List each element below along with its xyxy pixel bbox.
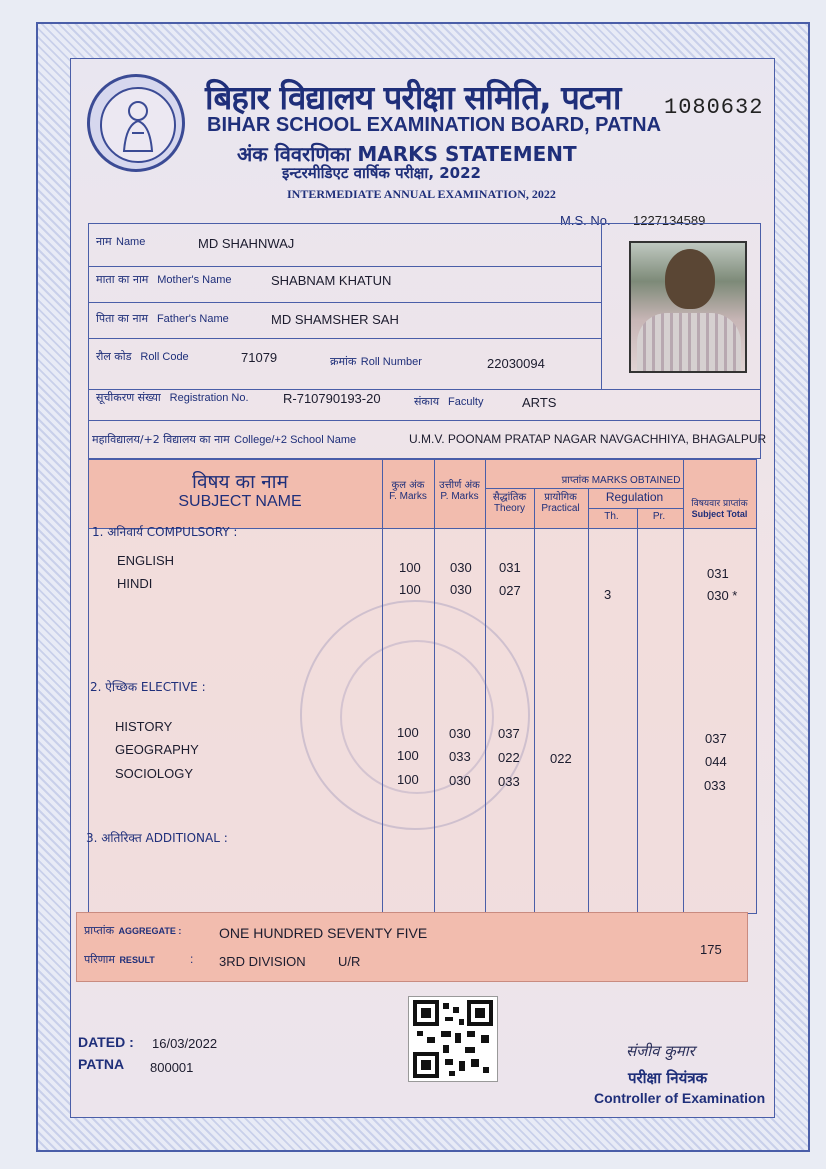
pass-marks-hindi: 030 <box>450 582 472 597</box>
theory-sociology: 033 <box>498 774 520 789</box>
additional-section: 3. अतिरिक्त ADDITIONAL : <box>86 831 228 845</box>
board-logo <box>87 74 185 172</box>
dated-label: DATED : <box>78 1034 134 1050</box>
subject-sociology: SOCIOLOGY <box>115 766 194 781</box>
pass-marks-header: उत्तीर्ण अंक P. Marks <box>439 480 480 502</box>
result-colon: : <box>190 952 194 966</box>
regulation-theory-header: Th. <box>604 511 619 522</box>
full-marks-geography: 100 <box>397 748 419 763</box>
exam-title-english: INTERMEDIATE ANNUAL EXAMINATION, 2022 <box>287 187 556 201</box>
aggregate-total: 175 <box>700 942 722 957</box>
roll-code-label: रौल कोड Roll Code <box>96 350 189 363</box>
controller-title-hindi: परीक्षा नियंत्रक <box>628 1069 708 1087</box>
full-marks-history: 100 <box>397 725 419 740</box>
controller-signature: संजीव कुमार <box>626 1042 695 1060</box>
exam-title-hindi: इन्टरमीडिएट वार्षिक परीक्षा, 2022 <box>282 164 481 182</box>
total-english: 031 <box>707 566 729 581</box>
total-sociology: 033 <box>704 778 726 793</box>
regulation-theory-hindi: 3 <box>604 587 612 602</box>
father-name: MD SHAMSHER SAH <box>271 312 399 327</box>
regulation-header: Regulation <box>605 490 664 504</box>
full-marks-hindi: 100 <box>399 582 421 597</box>
pin-value: 800001 <box>150 1060 194 1075</box>
roll-number: 22030094 <box>487 356 545 371</box>
controller-title-english: Controller of Examination <box>594 1090 766 1106</box>
ms-no-label: M.S. No. <box>560 213 611 228</box>
full-marks-header: कुल अंक F. Marks <box>389 480 427 502</box>
goddess-seal-icon <box>102 89 174 161</box>
subject-name-hindi: विषय का नाम <box>192 471 288 493</box>
registration-label: सूचीकरण संख्या Registration No. <box>96 391 249 404</box>
faculty-label: संकाय Faculty <box>414 395 484 408</box>
college-name: U.M.V. POONAM PRATAP NAGAR NAVGACHHIYA, BHAGALPUR <box>409 432 767 446</box>
result-label: परिणाम RESULT <box>84 953 155 966</box>
theory-hindi: 027 <box>499 583 521 598</box>
ms-no-value: 1227134589 <box>633 213 706 228</box>
mother-label: माता का नाम Mother's Name <box>96 273 232 286</box>
subject-english: ENGLISH <box>117 553 175 568</box>
total-geography: 044 <box>705 754 727 769</box>
full-marks-english: 100 <box>399 560 421 575</box>
student-photo <box>629 241 747 373</box>
aggregate-words: ONE HUNDRED SEVENTY FIVE <box>219 925 428 941</box>
marks-obtained-header: प्राप्तांक MARKS OBTAINED <box>561 475 681 486</box>
qr-code <box>408 996 498 1082</box>
total-hindi: 030 * <box>707 588 738 603</box>
full-marks-sociology: 100 <box>397 772 419 787</box>
faculty-value: ARTS <box>522 395 557 410</box>
serial-number: 1080632 <box>664 95 764 120</box>
result-division: 3RD DIVISION <box>219 954 306 969</box>
roll-code: 71079 <box>241 350 278 365</box>
statement-title: अंक विवरणिका MARKS STATEMENT <box>237 142 577 166</box>
total-history: 037 <box>705 731 727 746</box>
mother-name: SHABNAM KHATUN <box>271 273 392 288</box>
roll-number-label: क्रमांक Roll Number <box>330 355 422 368</box>
practical-geography: 022 <box>550 751 572 766</box>
result-ur: U/R <box>338 954 361 969</box>
regulation-practical-header: Pr. <box>652 511 666 522</box>
pass-marks-history: 030 <box>449 726 471 741</box>
pass-marks-geography: 033 <box>449 749 471 764</box>
patna-label: PATNA <box>78 1056 125 1072</box>
subject-total-header: विषयवार प्राप्तांक Subject Total <box>691 499 748 519</box>
theory-history: 037 <box>498 726 520 741</box>
aggregate-label: प्राप्तांक AGGREGATE : <box>84 924 182 937</box>
practical-header: प्रायोगिक Practical <box>541 492 580 514</box>
qr-code-icon <box>409 997 497 1081</box>
name-label: नाम Name <box>96 235 146 248</box>
student-name: MD SHAHNWAJ <box>198 236 295 251</box>
dated-value: 16/03/2022 <box>152 1036 218 1051</box>
college-label: महाविद्यालय/+2 विद्यालय का नाम College/+2 School Name <box>92 433 357 446</box>
registration-number: R-710790193-20 <box>283 391 381 406</box>
elective-section: 2. ऐच्छिक ELECTIVE : <box>90 680 206 694</box>
pass-marks-english: 030 <box>450 560 472 575</box>
father-label: पिता का नाम Father's Name <box>96 312 229 325</box>
subject-history: HISTORY <box>115 719 173 734</box>
board-name-english: BIHAR SCHOOL EXAMINATION BOARD, PATNA <box>207 114 662 136</box>
board-name-hindi: बिहार विद्यालय परीक्षा समिति, पटना <box>205 78 621 117</box>
compulsory-section: 1. अनिवार्य COMPULSORY : <box>92 525 238 539</box>
subject-geography: GEOGRAPHY <box>115 742 199 757</box>
subject-hindi: HINDI <box>117 576 153 591</box>
pass-marks-sociology: 030 <box>449 773 471 788</box>
subject-name-header: SUBJECT NAME <box>178 493 302 510</box>
theory-english: 031 <box>499 560 521 575</box>
theory-geography: 022 <box>498 750 520 765</box>
theory-header: सैद्धांतिक Theory <box>492 492 527 514</box>
